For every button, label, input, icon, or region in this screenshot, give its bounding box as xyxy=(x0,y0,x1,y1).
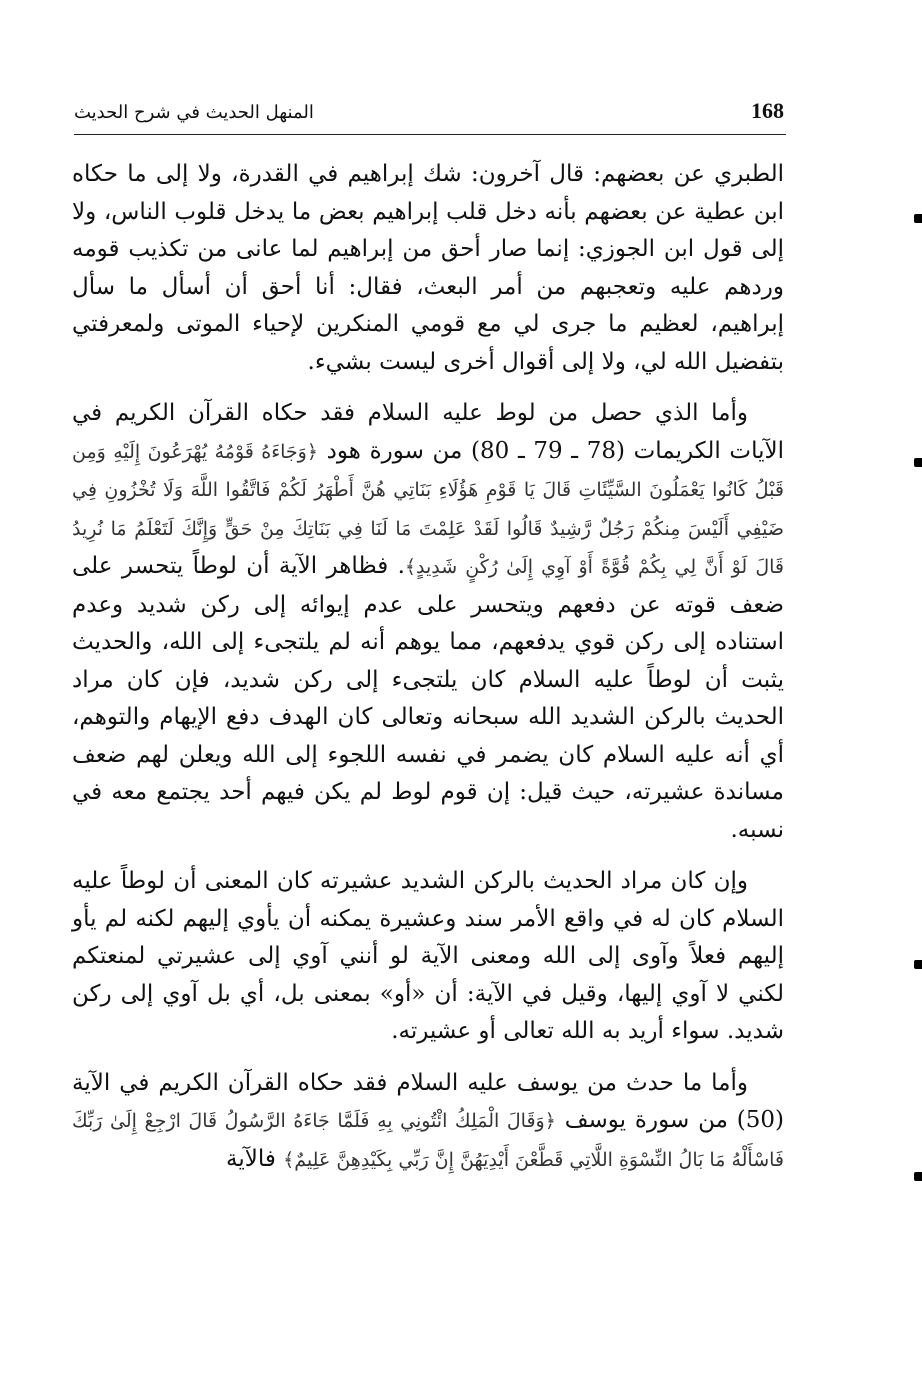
paragraph xyxy=(72,395,784,849)
quran-verse: ﴿وَقَالَ الْمَلِكُ ائْتُونِي بِهِ فَلَمَّا جَاءَهُ الرَّسُولُ قَالَ ارْجِعْ إِلَىٰ رَبِّكَ فَاسْأَلْهُ مَا بَالُ النِّسْوَةِ اللَّاتِي قَطَّعْنَ أَيْدِيَهُنَّ إِنَّ رَبِّي بِكَيْدِهِنَّ عَلِيمٌ﴾ xyxy=(72,1110,784,1171)
header-divider xyxy=(74,134,786,135)
running-title: المنهل الحديث في شرح الحديث xyxy=(74,102,314,123)
quran-verse: ﴿وَجَاءَهُ قَوْمُهُ يُهْرَعُونَ إِلَيْهِ وَمِن قَبْلُ كَانُوا يَعْمَلُونَ السَّيِّئَاتِ قَالَ يَا قَوْمِ هَؤُلَاءِ بَنَاتِي هُنَّ أَطْهَرُ لَكُمْ فَاتَّقُوا اللَّهَ وَلَا تُخْزُونِ فِي ضَيْفِي أَلَيْسَ مِنكُمْ رَجُلٌ رَّشِيدٌ قَالُوا لَقَدْ عَلِمْتَ مَا لَنَا فِي بَنَاتِكَ مِنْ حَقٍّ وَإِنَّكَ لَتَعْلَمُ مَا نُرِيدُ قَالَ لَوْ أَنَّ لِي بِكُمْ قُوَّةً أَوْ آوِي إِلَىٰ رُكْنٍ شَدِيدٍ﴾ xyxy=(72,440,785,578)
paragraph-text: وأما ما حدث من يوسف عليه السلام فقد حكاه القرآن الكريم في الآية (50) من سورة يوسف xyxy=(72,1069,784,1133)
page-header xyxy=(74,96,784,132)
edge-mark xyxy=(914,214,922,223)
page-number: 168 xyxy=(751,98,784,123)
paragraph: الطبري عن بعضهم: قال آخرون: شك إبراهيم في القدرة، ولا إلى ما حكاه ابن عطية عن بعضهم بأنه دخل قلب إبراهيم بعض ما يدخل قلوب الناس، ولا إلى قول ابن الجوزي: إنما صار أحق من إبراهيم لما عانى من تكذيب قومه وردهم عليه وتعجبهم من أمر البعث، فقال: أنا أحق أن أسأل ما سأل إبراهيم، لعظيم ما جرى لي مع قومي المنكرين لإحياء الموتى ولمعرفتي بتفضيل الله لي، ولا إلى أقوال أخرى ليست بشيء. xyxy=(72,161,784,375)
body-text xyxy=(72,156,784,1193)
paragraph xyxy=(72,1065,784,1180)
paragraph-text: فالآية xyxy=(225,1145,284,1172)
edge-mark xyxy=(914,458,922,467)
paragraph-text: وأما الذي حصل من لوط عليه السلام فقد حكاه القرآن الكريم في الآيات الكريمات (78 ـ 79 ـ 80) من سورة هود xyxy=(72,400,784,464)
edge-mark xyxy=(914,960,922,969)
edge-mark xyxy=(914,1172,922,1181)
paragraph: وإن كان مراد الحديث بالركن الشديد عشيرته كان المعنى أن لوطاً عليه السلام كان له في واقع الأمر سند وعشيرة يمكنه أن يأوي إليهم لكنه لم يأو إليهم فعلاً وآوى إلى الله ومعنى الآية لو أنني آوي إلى عشيرتي لمنعتكم لكني لا آوي إليها، وقيل في الآية: أن «أو» بمعنى بل، أي بل آوي إلى ركن شديد. سواء أريد به الله تعالى أو عشيرته. xyxy=(72,868,784,1044)
paragraph-text: . فظاهر الآية أن لوطاً يتحسر على ضعف قوته عن دفعهم ويتحسر على عدم إيوائه إلى ركن شديد وعدم استناده إلى ركن قوي يدفعهم، مما يوهم أنه لم يلتجىء إلى الله، والحديث يثبت أن لوطاً عليه السلام كان يلتجىء إلى ركن شديد، فإن كان مراد الحديث بالركن الشديد الله سبحانه وتعالى كان الهدف دفع الإيهام والتوهم، أي أنه عليه السلام كان يضمر في نفسه اللجوء إلى الله ويعلن لهم ضعف مساندة عشيرته، حيث قيل: إن قوم لوط لم يكن فيهم أحد يجتمع معه في نسبه. xyxy=(72,553,784,843)
